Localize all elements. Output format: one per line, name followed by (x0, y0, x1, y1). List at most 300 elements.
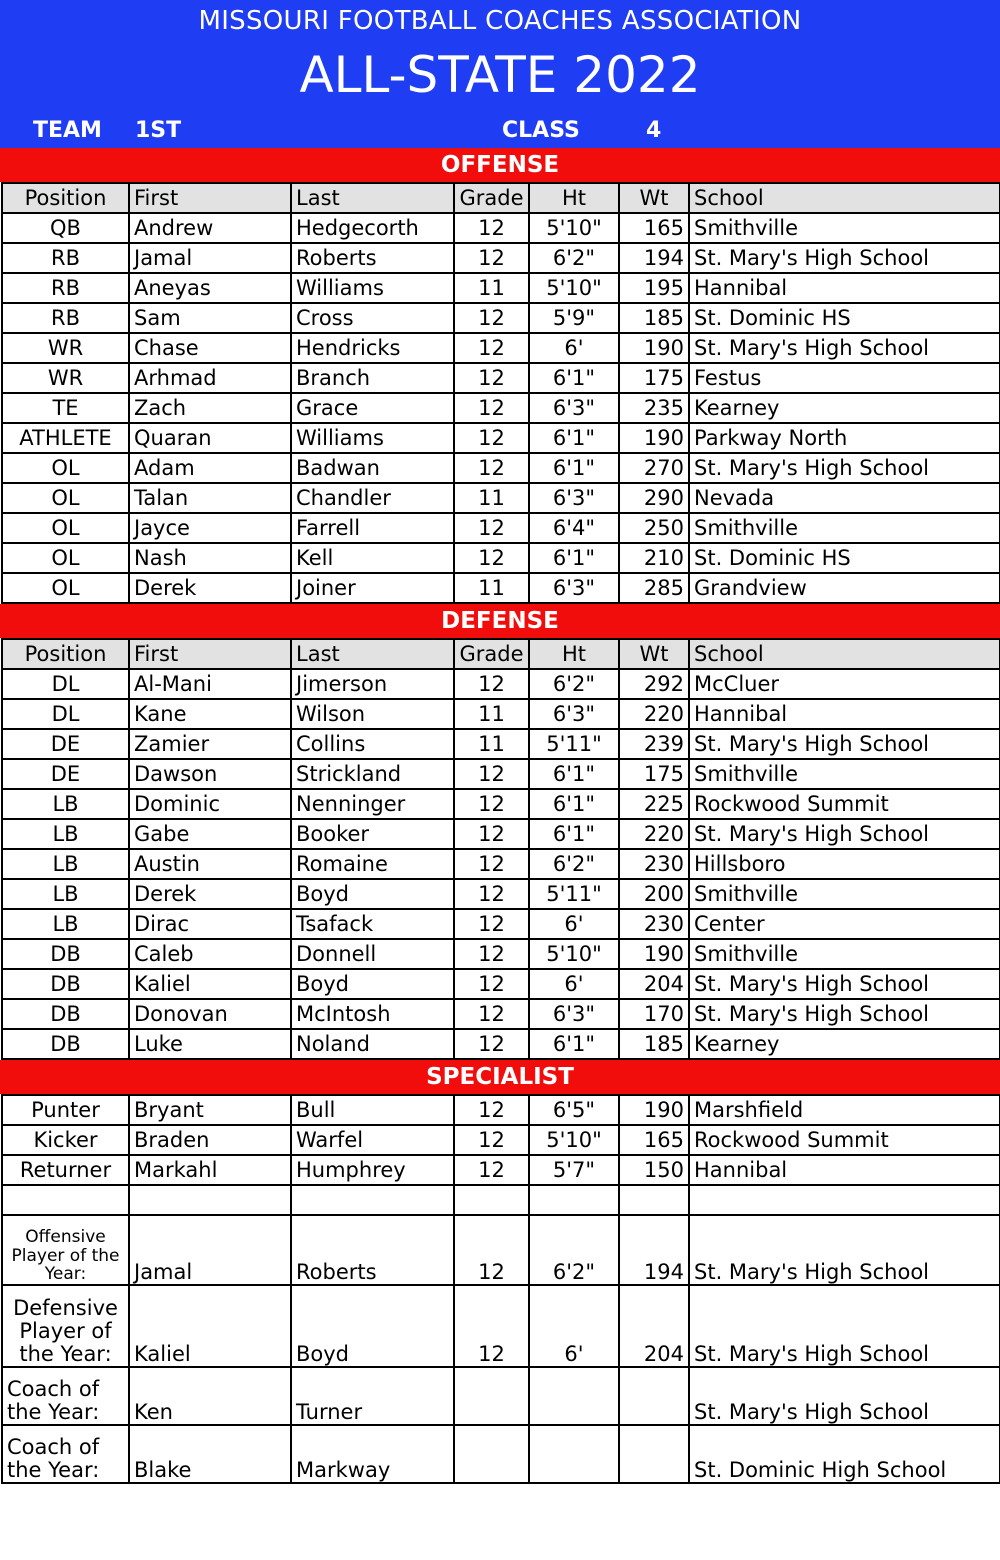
defense-table (1, 638, 1000, 1060)
first-name-cell: Derek (129, 879, 291, 909)
table-row (2, 243, 1000, 273)
table-row (2, 669, 1000, 699)
school-cell: Rockwood Summit (689, 1125, 1000, 1155)
grade-cell: 12 (454, 909, 529, 939)
weight-cell (619, 1367, 689, 1425)
height-cell: 6'3" (529, 999, 619, 1029)
first-name-cell: Talan (129, 483, 291, 513)
table-row (2, 1155, 1000, 1185)
empty-cell (2, 1185, 129, 1215)
height-cell: 6' (529, 909, 619, 939)
school-cell: Kearney (689, 393, 1000, 423)
last-name-cell: Cross (291, 303, 454, 333)
first-name-cell: Luke (129, 1029, 291, 1059)
school-cell: Festus (689, 363, 1000, 393)
weight-cell: 185 (619, 303, 689, 333)
last-name-cell: Grace (291, 393, 454, 423)
position-cell: QB (2, 213, 129, 243)
grade-cell: 12 (454, 969, 529, 999)
last-name-cell: Boyd (291, 969, 454, 999)
weight-cell: 290 (619, 483, 689, 513)
weight-cell: 194 (619, 243, 689, 273)
height-cell: 6'3" (529, 699, 619, 729)
table-row (2, 909, 1000, 939)
height-cell (529, 1425, 619, 1483)
first-name-cell: Markahl (129, 1155, 291, 1185)
school-cell: Hillsboro (689, 849, 1000, 879)
weight-cell: 270 (619, 453, 689, 483)
school-cell: Smithville (689, 939, 1000, 969)
position-cell: Returner (2, 1155, 129, 1185)
height-cell: 5'11" (529, 879, 619, 909)
last-name-cell: Chandler (291, 483, 454, 513)
weight-cell: 204 (619, 1285, 689, 1367)
grade-cell: 12 (454, 879, 529, 909)
weight-cell: 185 (619, 1029, 689, 1059)
height-cell: 6' (529, 1285, 619, 1367)
table-header-row (2, 183, 1000, 213)
school-cell: Center (689, 909, 1000, 939)
position-cell: ATHLETE (2, 423, 129, 453)
team-label: TEAM (33, 118, 102, 143)
weight-cell: 190 (619, 423, 689, 453)
position-cell: WR (2, 363, 129, 393)
first-name-cell: Dominic (129, 789, 291, 819)
height-cell: 6'4" (529, 513, 619, 543)
last-name-cell: Wilson (291, 699, 454, 729)
height-cell: 6'2" (529, 849, 619, 879)
school-cell: Hannibal (689, 1155, 1000, 1185)
table-row (2, 453, 1000, 483)
first-name-cell: Kane (129, 699, 291, 729)
school-cell: St. Dominic HS (689, 303, 1000, 333)
height-cell: 6'1" (529, 759, 619, 789)
school-cell: Nevada (689, 483, 1000, 513)
grade-cell: 12 (454, 1125, 529, 1155)
table-row (2, 333, 1000, 363)
weight-cell: 285 (619, 573, 689, 603)
table-row (2, 303, 1000, 333)
position-cell: OL (2, 573, 129, 603)
weight-cell: 220 (619, 819, 689, 849)
position-cell: DL (2, 699, 129, 729)
position-cell: LB (2, 879, 129, 909)
height-cell: 6'2" (529, 669, 619, 699)
school-cell: St. Mary's High School (689, 1367, 1000, 1425)
award-label: Coach of the Year: (2, 1425, 129, 1483)
grade-cell: 12 (454, 1215, 529, 1285)
first-name-cell: Adam (129, 453, 291, 483)
first-name-cell: Blake (129, 1425, 291, 1483)
class-value: 4 (646, 118, 662, 143)
grade-cell: 12 (454, 423, 529, 453)
table-row (2, 273, 1000, 303)
first-name-cell: Bryant (129, 1095, 291, 1125)
school-cell: St. Mary's High School (689, 999, 1000, 1029)
weight-cell: 150 (619, 1155, 689, 1185)
last-name-cell: Markway (291, 1425, 454, 1483)
table-row (2, 969, 1000, 999)
position-cell: DB (2, 939, 129, 969)
weight-cell: 170 (619, 999, 689, 1029)
table-row (2, 849, 1000, 879)
position-cell: DE (2, 759, 129, 789)
grade-cell: 12 (454, 543, 529, 573)
grade-cell: 12 (454, 1029, 529, 1059)
empty-cell (454, 1185, 529, 1215)
column-header: Wt (619, 183, 689, 213)
height-cell: 6'5" (529, 1095, 619, 1125)
first-name-cell: Aneyas (129, 273, 291, 303)
position-cell: WR (2, 333, 129, 363)
position-cell: LB (2, 819, 129, 849)
grade-cell: 11 (454, 729, 529, 759)
first-name-cell: Jamal (129, 1215, 291, 1285)
weight-cell: 225 (619, 789, 689, 819)
weight-cell: 220 (619, 699, 689, 729)
school-cell: Smithville (689, 513, 1000, 543)
grade-cell: 12 (454, 1285, 529, 1367)
grade-cell: 11 (454, 273, 529, 303)
grade-cell: 12 (454, 1095, 529, 1125)
first-name-cell: Andrew (129, 213, 291, 243)
last-name-cell: McIntosh (291, 999, 454, 1029)
school-cell: Smithville (689, 213, 1000, 243)
grade-cell: 12 (454, 393, 529, 423)
school-cell: Rockwood Summit (689, 789, 1000, 819)
school-cell: St. Mary's High School (689, 453, 1000, 483)
school-cell: Hannibal (689, 273, 1000, 303)
column-header: Ht (529, 639, 619, 669)
last-name-cell: Kell (291, 543, 454, 573)
grade-cell: 12 (454, 333, 529, 363)
height-cell: 6'1" (529, 1029, 619, 1059)
position-cell: LB (2, 789, 129, 819)
column-header: Ht (529, 183, 619, 213)
height-cell: 6'2" (529, 243, 619, 273)
grade-cell: 12 (454, 303, 529, 333)
position-cell: Punter (2, 1095, 129, 1125)
height-cell: 5'10" (529, 1125, 619, 1155)
last-name-cell: Joiner (291, 573, 454, 603)
empty-cell (689, 1185, 1000, 1215)
offense-table (1, 182, 1000, 604)
last-name-cell: Farrell (291, 513, 454, 543)
school-cell: St. Dominic High School (689, 1425, 1000, 1483)
last-name-cell: Turner (291, 1367, 454, 1425)
height-cell: 6'3" (529, 483, 619, 513)
blank-row (2, 1185, 1000, 1215)
height-cell: 6' (529, 969, 619, 999)
last-name-cell: Romaine (291, 849, 454, 879)
weight-cell: 235 (619, 393, 689, 423)
empty-cell (619, 1185, 689, 1215)
last-name-cell: Branch (291, 363, 454, 393)
offense-section-title: OFFENSE (0, 148, 1000, 182)
height-cell: 5'11" (529, 729, 619, 759)
position-cell: OL (2, 453, 129, 483)
grade-cell: 12 (454, 669, 529, 699)
first-name-cell: Chase (129, 333, 291, 363)
last-name-cell: Williams (291, 273, 454, 303)
weight-cell: 190 (619, 1095, 689, 1125)
table-header-row (2, 639, 1000, 669)
height-cell: 6'2" (529, 1215, 619, 1285)
award-label: Offensive Player of the Year: (2, 1215, 129, 1285)
column-header: School (689, 639, 1000, 669)
school-cell: Grandview (689, 573, 1000, 603)
last-name-cell: Booker (291, 819, 454, 849)
weight-cell: 230 (619, 909, 689, 939)
first-name-cell: Dirac (129, 909, 291, 939)
first-name-cell: Jamal (129, 243, 291, 273)
weight-cell: 200 (619, 879, 689, 909)
first-name-cell: Derek (129, 573, 291, 603)
position-cell: DE (2, 729, 129, 759)
first-name-cell: Kaliel (129, 1285, 291, 1367)
table-row (2, 1095, 1000, 1125)
height-cell: 6'1" (529, 453, 619, 483)
weight-cell: 190 (619, 333, 689, 363)
defense-section-title: DEFENSE (0, 604, 1000, 638)
first-name-cell: Zach (129, 393, 291, 423)
first-name-cell: Ken (129, 1367, 291, 1425)
award-row (2, 1285, 1000, 1367)
last-name-cell: Strickland (291, 759, 454, 789)
weight-cell: 250 (619, 513, 689, 543)
weight-cell: 194 (619, 1215, 689, 1285)
weight-cell: 190 (619, 939, 689, 969)
first-name-cell: Caleb (129, 939, 291, 969)
table-row (2, 483, 1000, 513)
school-cell: Parkway North (689, 423, 1000, 453)
weight-cell: 175 (619, 759, 689, 789)
table-row (2, 819, 1000, 849)
grade-cell: 12 (454, 939, 529, 969)
table-row (2, 513, 1000, 543)
height-cell: 6'1" (529, 789, 619, 819)
weight-cell: 165 (619, 1125, 689, 1155)
weight-cell: 230 (619, 849, 689, 879)
weight-cell: 175 (619, 363, 689, 393)
specialist-table (1, 1094, 1000, 1484)
header-banner (0, 0, 1000, 148)
table-row (2, 1125, 1000, 1155)
table-row (2, 699, 1000, 729)
page-title: ALL-STATE 2022 (299, 46, 701, 104)
height-cell: 6'3" (529, 573, 619, 603)
grade-cell: 11 (454, 699, 529, 729)
column-header: Last (291, 639, 454, 669)
position-cell: LB (2, 849, 129, 879)
last-name-cell: Tsafack (291, 909, 454, 939)
table-row (2, 999, 1000, 1029)
table-row (2, 1029, 1000, 1059)
height-cell: 6'1" (529, 423, 619, 453)
school-cell: St. Mary's High School (689, 1215, 1000, 1285)
team-value: 1ST (135, 118, 182, 143)
position-cell: TE (2, 393, 129, 423)
last-name-cell: Nenninger (291, 789, 454, 819)
org-name: MISSOURI FOOTBALL COACHES ASSOCIATION (198, 6, 802, 36)
position-cell: RB (2, 273, 129, 303)
position-cell: RB (2, 303, 129, 333)
school-cell: Kearney (689, 1029, 1000, 1059)
weight-cell: 239 (619, 729, 689, 759)
last-name-cell: Donnell (291, 939, 454, 969)
empty-cell (129, 1185, 291, 1215)
weight-cell (619, 1425, 689, 1483)
last-name-cell: Badwan (291, 453, 454, 483)
grade-cell: 12 (454, 999, 529, 1029)
table-row (2, 213, 1000, 243)
grade-cell: 11 (454, 483, 529, 513)
last-name-cell: Williams (291, 423, 454, 453)
first-name-cell: Nash (129, 543, 291, 573)
grade-cell: 12 (454, 243, 529, 273)
table-row (2, 789, 1000, 819)
table-row (2, 759, 1000, 789)
class-label: CLASS (502, 118, 580, 143)
last-name-cell: Noland (291, 1029, 454, 1059)
last-name-cell: Collins (291, 729, 454, 759)
column-header: Position (2, 639, 129, 669)
award-label: Defensive Player of the Year: (2, 1285, 129, 1367)
grade-cell: 12 (454, 213, 529, 243)
last-name-cell: Roberts (291, 243, 454, 273)
first-name-cell: Dawson (129, 759, 291, 789)
empty-cell (291, 1185, 454, 1215)
first-name-cell: Al-Mani (129, 669, 291, 699)
grade-cell (454, 1367, 529, 1425)
column-header: School (689, 183, 1000, 213)
grade-cell: 12 (454, 759, 529, 789)
height-cell: 6'1" (529, 363, 619, 393)
height-cell: 6' (529, 333, 619, 363)
school-cell: St. Mary's High School (689, 1285, 1000, 1367)
last-name-cell: Humphrey (291, 1155, 454, 1185)
table-row (2, 573, 1000, 603)
table-row (2, 939, 1000, 969)
school-cell: Smithville (689, 879, 1000, 909)
first-name-cell: Quaran (129, 423, 291, 453)
position-cell: OL (2, 513, 129, 543)
height-cell: 6'1" (529, 819, 619, 849)
column-header: Wt (619, 639, 689, 669)
column-header: First (129, 639, 291, 669)
school-cell: St. Mary's High School (689, 969, 1000, 999)
grade-cell: 12 (454, 363, 529, 393)
last-name-cell: Bull (291, 1095, 454, 1125)
column-header: Grade (454, 639, 529, 669)
position-cell: DL (2, 669, 129, 699)
weight-cell: 292 (619, 669, 689, 699)
first-name-cell: Gabe (129, 819, 291, 849)
last-name-cell: Warfel (291, 1125, 454, 1155)
weight-cell: 210 (619, 543, 689, 573)
school-cell: Marshfield (689, 1095, 1000, 1125)
grade-cell: 12 (454, 819, 529, 849)
first-name-cell: Sam (129, 303, 291, 333)
specialist-section-title: SPECIALIST (0, 1060, 1000, 1094)
position-cell: Kicker (2, 1125, 129, 1155)
school-cell: St. Mary's High School (689, 243, 1000, 273)
position-cell: DB (2, 1029, 129, 1059)
column-header: Last (291, 183, 454, 213)
last-name-cell: Jimerson (291, 669, 454, 699)
position-cell: OL (2, 483, 129, 513)
first-name-cell: Kaliel (129, 969, 291, 999)
height-cell: 5'9" (529, 303, 619, 333)
height-cell: 5'10" (529, 939, 619, 969)
school-cell: St. Mary's High School (689, 729, 1000, 759)
position-cell: LB (2, 909, 129, 939)
award-label: Coach of the Year: (2, 1367, 129, 1425)
position-cell: DB (2, 969, 129, 999)
weight-cell: 195 (619, 273, 689, 303)
table-row (2, 363, 1000, 393)
award-row (2, 1367, 1000, 1425)
position-cell: OL (2, 543, 129, 573)
grade-cell: 12 (454, 789, 529, 819)
table-row (2, 729, 1000, 759)
first-name-cell: Jayce (129, 513, 291, 543)
first-name-cell: Arhmad (129, 363, 291, 393)
weight-cell: 165 (619, 213, 689, 243)
grade-cell: 11 (454, 573, 529, 603)
height-cell (529, 1367, 619, 1425)
grade-cell: 12 (454, 849, 529, 879)
table-row (2, 423, 1000, 453)
first-name-cell: Austin (129, 849, 291, 879)
table-row (2, 543, 1000, 573)
table-row (2, 393, 1000, 423)
last-name-cell: Boyd (291, 879, 454, 909)
school-cell: St. Dominic HS (689, 543, 1000, 573)
position-cell: DB (2, 999, 129, 1029)
grade-cell: 12 (454, 453, 529, 483)
column-header: First (129, 183, 291, 213)
school-cell: St. Mary's High School (689, 819, 1000, 849)
height-cell: 5'7" (529, 1155, 619, 1185)
school-cell: Hannibal (689, 699, 1000, 729)
school-cell: Smithville (689, 759, 1000, 789)
empty-cell (529, 1185, 619, 1215)
last-name-cell: Roberts (291, 1215, 454, 1285)
award-row (2, 1425, 1000, 1483)
grade-cell: 12 (454, 1155, 529, 1185)
position-cell: RB (2, 243, 129, 273)
school-cell: St. Mary's High School (689, 333, 1000, 363)
award-row (2, 1215, 1000, 1285)
height-cell: 5'10" (529, 213, 619, 243)
table-row (2, 879, 1000, 909)
height-cell: 6'1" (529, 543, 619, 573)
column-header: Grade (454, 183, 529, 213)
first-name-cell: Zamier (129, 729, 291, 759)
height-cell: 6'3" (529, 393, 619, 423)
school-cell: McCluer (689, 669, 1000, 699)
last-name-cell: Hedgecorth (291, 213, 454, 243)
weight-cell: 204 (619, 969, 689, 999)
grade-cell: 12 (454, 513, 529, 543)
first-name-cell: Donovan (129, 999, 291, 1029)
grade-cell (454, 1425, 529, 1483)
last-name-cell: Boyd (291, 1285, 454, 1367)
last-name-cell: Hendricks (291, 333, 454, 363)
height-cell: 5'10" (529, 273, 619, 303)
column-header: Position (2, 183, 129, 213)
